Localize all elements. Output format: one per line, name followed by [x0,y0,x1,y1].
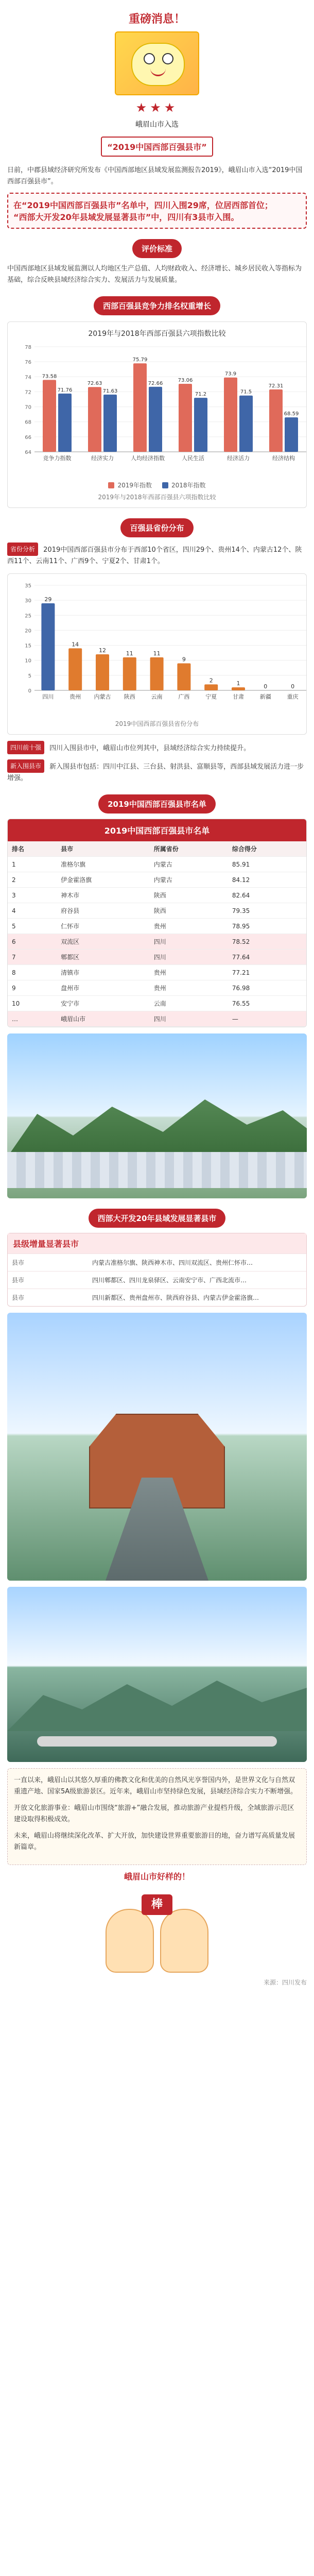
city-photo [7,1033,307,1198]
growth-section-title [0,1209,314,1228]
table-cell-name: 伊金霍洛旗 [57,872,150,888]
province-p1-text: 2019中国西部百强县市分布于西部10个省区，四川29个、贵州14个、内蒙古12个、陕西11个、云南11个、广西9个、宁夏2个、甘肃1个。 [7,546,302,565]
table-cell-name: 府谷县 [57,903,150,919]
chart1-bar-2019 [133,363,147,452]
chart1-caption: 2019年与2018年西部百强县六项指数比较 [98,494,216,501]
chart2-bar [123,657,136,690]
list-section-title [0,794,314,814]
closing-card [7,1768,307,1865]
table-cell-name: 双流区 [57,934,150,950]
left-eye-icon [144,53,155,64]
chart2-bar [150,657,164,690]
growth-row-key: 县市 [12,1277,25,1284]
chart2-svg [14,580,312,714]
table-cell-score: 85.91 [228,857,306,872]
table-cell-name: 盘州市 [57,980,150,996]
table-cell-score: 76.55 [228,996,306,1011]
chart2-x-tick: 内蒙古 [94,693,111,700]
chart2-bar [68,648,82,690]
chart2-y-tick: 25 [25,613,31,619]
chart1-data-label-2019: 73.9 [224,371,237,377]
cheer-title: 峨眉山市好样的！ [124,1872,190,1882]
chart1-y-tick: 74 [25,375,31,381]
table-cell-province: 陕西 [150,888,228,903]
bridge-shape [37,1736,277,1747]
legend-swatch-2018 [162,482,168,488]
growth-row-val: 内蒙古准格尔旗、陕西神木市、四川双流区、贵州仁怀市… [92,1259,253,1266]
chart2-y-tick: 0 [28,688,31,694]
chart1-data-label-2019: 75.79 [132,357,148,363]
chart1-bar-2019 [88,387,101,452]
subtitle-prefix: 峨眉山市入选 [135,121,179,129]
chart1-svg [14,342,312,476]
growth-row [8,1253,306,1271]
province-title-pill: 百强县省份分布 [120,518,193,537]
table-row [8,903,306,919]
legend-swatch-2019 [108,482,114,488]
chart2-x-tick: 宁夏 [205,693,217,700]
smile-icon [150,69,166,76]
chart1-data-label-2018: 71.63 [102,388,118,394]
city-shape [7,1152,307,1188]
chart1-y-tick: 64 [25,450,31,455]
province-p3-text: 新入围县市包括：四川中江县、三台县、射洪县、富顺县等，西部县域发展活力进一步增强。 [7,763,304,782]
legend-2019-label: 2019年指数 [117,482,152,489]
chart2-bar [177,664,190,690]
growth-row-key: 县市 [12,1294,25,1301]
chart1-bar-2018 [103,395,117,452]
chart1-data-label-2018: 71.2 [195,392,207,398]
table-cell-rank: 9 [8,980,57,996]
chart1-bar-2019 [269,389,283,452]
chart2-y-tick: 5 [28,673,31,679]
table-cell-rank: 3 [8,888,57,903]
table-cell-name: 仁怀市 [57,919,150,934]
character-left-icon [106,1909,154,1973]
chart2-x-tick: 云南 [151,693,163,700]
table-cell-province: 内蒙古 [150,857,228,872]
col-rank: 排名 [8,841,57,857]
chart2-data-label: 11 [126,650,133,657]
chart1-x-tick: 竞争力指数 [43,455,72,462]
table-cell-province: 贵州 [150,965,228,980]
character-right-icon [160,1909,208,1973]
province-p2-tag: 四川前十强 [7,741,44,754]
chart1-data-label-2018: 68.59 [284,411,299,417]
chart1-data-label-2019: 73.58 [42,374,57,380]
chart2-bar [41,603,55,690]
chart2-x-tick: 重庆 [287,693,299,700]
chart1-bar-2018 [194,398,207,452]
hills-shape [7,1659,307,1731]
table-cell-name: 安宁市 [57,996,150,1011]
growth-panel-head: 县级增量显著县市 [8,1233,306,1253]
table-cell-rank: 4 [8,903,57,919]
table-cell-province: 贵州 [150,980,228,996]
chart1-bar-2018 [58,394,72,452]
ranking-table [8,841,306,1027]
growth-row-key: 县市 [12,1259,25,1266]
table-row [8,857,306,872]
chart1-x-tick: 人均经济指数 [131,455,165,462]
chart1-data-label-2019: 72.31 [268,383,284,389]
table-cell-score: — [228,1011,306,1027]
cartoon-face [131,43,185,86]
chart1-bar-2018 [285,417,298,452]
chart2-x-tick: 陕西 [124,693,135,700]
legend-2019 [108,481,152,489]
comp-index-section-title [0,296,314,315]
legend-2018-label: 2018年指数 [171,482,206,489]
chart2-data-label: 2 [209,677,213,684]
table-cell-province: 四川 [150,1011,228,1027]
col-score: 综合得分 [228,841,306,857]
chart2-bar [232,687,245,690]
chart2-data-label: 1 [236,680,240,687]
ranking-table-head-row [8,841,306,857]
table-cell-score: 78.95 [228,919,306,934]
table-cell-province: 贵州 [150,919,228,934]
cheer-illustration [100,1890,214,1973]
table-cell-rank: 1 [8,857,57,872]
chart2-data-label: 29 [44,596,52,603]
chart2-y-tick: 15 [25,643,31,649]
province-p3 [7,759,307,784]
chart2-x-tick: 广西 [178,693,190,700]
chart1-legend [14,481,300,489]
ranking-table-header: 2019中国西部百强县市名单 [8,819,306,841]
evaluation-title-pill: 评价标准 [132,239,182,258]
chart2-x-tick: 新疆 [259,693,271,700]
col-name: 县市 [57,841,150,857]
closing-p2: 开放文化旅游事业：峨眉山市围绕“旅游+”融合发展，推动旅游产业提档升级，全域旅游示范区建设取得积极成效。 [14,1804,294,1823]
ranking-table-body [8,857,306,1027]
intro-highlight-box [7,193,307,229]
chart1-y-tick: 68 [25,419,31,426]
chart1-bar-2018 [149,387,162,452]
col-province: 所属省份 [150,841,228,857]
table-cell-score: 84.12 [228,872,306,888]
landscape-photo [7,1587,307,1762]
chart2-y-tick: 10 [25,658,31,664]
table-row [8,996,306,1011]
table-row [8,1011,306,1027]
table-cell-score: 77.21 [228,965,306,980]
province-p3-tag: 新入围县市 [7,759,44,773]
chart1-bar-2018 [239,396,253,452]
province-p1 [7,543,307,567]
growth-row [8,1271,306,1289]
chart1-bar-2019 [224,378,237,452]
chart2-data-label: 0 [291,683,295,690]
chart2-bar [96,654,109,690]
chart1-y-tick: 72 [25,389,31,396]
chart2-data-label: 12 [99,647,106,654]
chart2-data-label: 11 [153,650,161,657]
stars-row: ★★★ [135,100,179,115]
chart2-caption: 2019中国西部百强县省份分布 [115,720,199,727]
chart1-data-label-2018: 71.5 [240,389,252,395]
chart1-bar-2019 [43,380,56,452]
table-cell-name: 峨眉山市 [57,1011,150,1027]
closing-p3: 未来，峨眉山将继续深化改革、扩大开放，加快建设世界重要旅游目的地，奋力谱写高质量发展新篇章。 [14,1832,295,1851]
table-cell-province: 四川 [150,950,228,965]
table-cell-rank: 8 [8,965,57,980]
cartoon-image [115,31,199,95]
temple-photo [7,1313,307,1581]
table-cell-province: 内蒙古 [150,872,228,888]
table-cell-province: 陕西 [150,903,228,919]
announce-title: 重磅消息！ [128,13,185,26]
table-cell-score: 82.64 [228,888,306,903]
highlight-line-1: 在“2019中国西部百强县市”名单中，四川入围29席，位居西部首位； [13,200,273,210]
table-cell-rank: 6 [8,934,57,950]
header-section [0,0,314,160]
growth-panel [7,1233,307,1307]
chart1-y-tick: 78 [25,345,31,350]
chart2-x-tick: 甘肃 [233,693,244,700]
table-cell-name: 郫都区 [57,950,150,965]
chart-card-provinces [7,573,307,735]
growth-row [8,1289,306,1306]
table-cell-rank: … [8,1011,57,1027]
table-cell-rank: 5 [8,919,57,934]
table-row [8,919,306,934]
chart1-bar-2019 [179,384,192,452]
table-cell-rank: 10 [8,996,57,1011]
chart2-bar [204,684,218,690]
table-cell-province: 四川 [150,934,228,950]
table-cell-name: 神木市 [57,888,150,903]
table-row [8,980,306,996]
chart2-y-tick: 20 [25,628,31,634]
province-section-title [0,518,314,537]
subtitle-line [7,119,307,129]
table-row [8,872,306,888]
chart1-y-tick: 70 [25,404,31,411]
table-cell-name: 准格尔旗 [57,857,150,872]
chart1-x-tick: 经济结构 [272,455,295,462]
legend-2018 [162,481,206,489]
chart1-y-tick: 66 [25,434,31,440]
highlight-line-2: “西部大开发20年县域发展显著县市”中，四川有3县市入围。 [13,212,239,222]
table-cell-score: 77.64 [228,950,306,965]
chart1-x-tick: 经济实力 [91,455,114,462]
cheer-section [0,1870,314,1973]
evaluation-text: 中国西部地区县域发展监测以人均地区生产总值、人均财政收入、经济增长、城乡居民收入等指标为基础，综合反映县域经济综合实力、发展活力与发展质量。 [7,265,302,284]
chart1-x-tick: 经济活力 [227,455,250,462]
chart1-data-label-2018: 71.76 [57,387,73,393]
growth-row-val: 四川新都区、贵州盘州市、陕西府谷县、内蒙古伊金霍洛旗… [92,1294,259,1301]
table-cell-score: 76.98 [228,980,306,996]
evaluation-section-title [0,239,314,258]
source-credit: 来源：四川发布 [263,1979,307,1986]
chart2-x-tick: 贵州 [69,693,81,700]
table-cell-name: 清镇市 [57,965,150,980]
table-cell-score: 79.35 [228,903,306,919]
comp-index-title-pill: 西部百强县竞争力排名权重增长 [94,296,220,315]
chart2-data-label: 14 [72,641,79,648]
chart1-x-tick: 人民生活 [182,455,204,462]
chart1-data-label-2018: 72.66 [148,380,163,386]
table-row [8,950,306,965]
chart2-y-tick: 30 [25,598,31,604]
table-row [8,934,306,950]
mountain-shape [7,1085,307,1157]
intro-paragraph: 日前，中郡县域经济研究所发布《中国西部地区县域发展监测报告2019》，峨眉山市入选“2019中国西部百强县市”。 [7,166,303,185]
right-eye-icon [162,53,173,64]
ranking-table-wrap [7,819,307,1027]
chart2-x-tick: 四川 [42,693,54,700]
table-cell-rank: 7 [8,950,57,965]
table-cell-province: 云南 [150,996,228,1011]
table-row [8,888,306,903]
chart2-data-label: 9 [182,656,186,663]
province-p2 [7,741,307,754]
chart1-title: 2019年与2018年西部百强县六项指数比较 [88,330,226,338]
province-p1-tag: 省份分析 [7,543,38,556]
cheer-flag: 棒 [142,1894,172,1915]
chart2-data-label: 0 [264,683,268,690]
list-title-pill: 2019中国西部百强县市名单 [98,794,216,814]
growth-title-pill: 西部大开发20年县域发展显著县市 [89,1209,226,1228]
chart1-data-label-2019: 73.06 [178,377,193,383]
chart1-data-label-2019: 72.63 [87,381,102,387]
chart-card-indexes [7,321,307,508]
growth-row-val: 四川郫都区、四川龙泉驿区、云南安宁市、广西北流市… [92,1277,247,1284]
chart1-y-tick: 76 [25,360,31,366]
table-cell-rank: 2 [8,872,57,888]
closing-p1: 一直以来，峨眉山以其悠久厚重的佛教文化和优美的自然风光享誉国内外，是世界文化与自然双重遗产地、国家5A级旅游景区。近年来，峨眉山市坚持绿色发展，县域经济综合实力不断增强。 [14,1776,298,1795]
table-row [8,965,306,980]
chart2-y-tick: 35 [25,583,31,589]
province-p2-text: 四川入围县市中，峨眉山市位列其中，县域经济综合实力持续提升。 [49,744,251,752]
award-title-tag: “2019中国西部百强县市” [101,137,213,157]
table-cell-score: 78.52 [228,934,306,950]
